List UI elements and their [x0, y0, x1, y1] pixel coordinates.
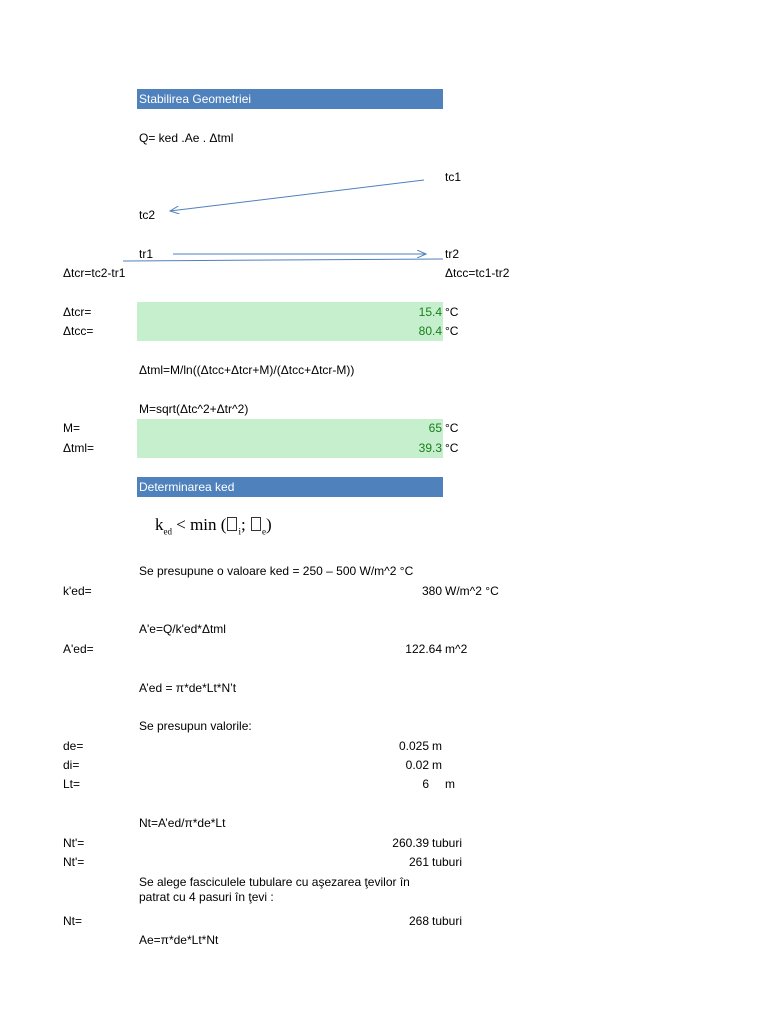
ae-final-formula: Ae=π*de*Lt*Nt — [139, 933, 219, 947]
ked-value[interactable]: 380 — [421, 584, 442, 598]
nt2-label: Nt'= — [63, 855, 85, 869]
dtcc-label: Δtcc= — [63, 324, 94, 338]
formula-sub-ed: ed — [163, 526, 172, 537]
aed-label: A'ed= — [63, 642, 94, 656]
dtcr-value[interactable]: 15.4 — [418, 305, 442, 319]
alpha-i-placeholder — [227, 517, 237, 531]
nt2-unit: tuburi — [432, 855, 463, 869]
q-formula: Q= ked .Ae . Δtml — [139, 131, 234, 145]
dtcr-definition: Δtcr=tc2-tr1 — [63, 266, 126, 280]
nt-formula: Nt=A’ed/π*de*Lt — [139, 816, 226, 830]
ked-inequality — [155, 515, 272, 536]
ae-formula: A'e=Q/k'ed*Δtml — [139, 622, 226, 636]
choose-text-line2: patrat cu 4 pasuri în ţevi : — [139, 890, 274, 904]
nt1-value[interactable]: 260.39 — [392, 836, 429, 850]
m-value[interactable]: 65 — [428, 421, 442, 435]
assume-ked-text: Se presupune o valoare ked = 250 – 500 W/m^2 °C — [139, 564, 414, 578]
tr2-label: tr2 — [445, 247, 460, 261]
aed-value[interactable]: 122.64 — [405, 642, 442, 656]
nt-final-label: Nt= — [63, 914, 83, 928]
lt-label: Lt= — [63, 777, 81, 791]
hot-fluid-arrow — [170, 180, 424, 211]
assume-values-text: Se presupun valorile: — [139, 719, 252, 733]
lt-value[interactable]: 6 — [422, 777, 429, 791]
di-unit: m — [432, 758, 442, 772]
de-label: de= — [63, 739, 84, 753]
m-unit: °C — [445, 421, 459, 435]
nt2-value[interactable]: 261 — [408, 855, 429, 869]
ked-label: k'ed= — [63, 584, 92, 598]
dtcc-definition: Δtcc=tc1-tr2 — [445, 266, 510, 280]
tc2-label: tc2 — [139, 208, 156, 222]
m-formula: M=sqrt(Δtc^2+Δtr^2) — [139, 402, 249, 416]
dtcc-unit: °C — [445, 324, 459, 338]
choose-text-line1: Se alege fasciculele tubulare cu aşezarea ţevilor în — [139, 875, 410, 889]
baseline — [123, 259, 443, 261]
dtcr-unit: °C — [445, 305, 459, 319]
tr1-label: tr1 — [139, 247, 154, 261]
dtml-value[interactable]: 39.3 — [418, 441, 442, 455]
di-label: di= — [63, 758, 80, 772]
de-value[interactable]: 0.025 — [398, 739, 429, 753]
section-header-geometry: Stabilirea Geometriei — [137, 89, 443, 109]
formula-min: < min ( — [172, 515, 227, 534]
lt-unit: m — [445, 777, 455, 791]
di-value[interactable]: 0.02 — [405, 758, 429, 772]
dtml-formula: Δtml=M/ln((Δtcc+Δtcr+M)/(Δtcc+Δtcr-M)) — [139, 363, 355, 377]
section-header-ked: Determinarea ked — [137, 477, 443, 497]
dtcc-value[interactable]: 80.4 — [418, 324, 442, 338]
nt-final-value[interactable]: 268 — [408, 914, 429, 928]
nt-final-unit: tuburi — [432, 914, 463, 928]
m-label: M= — [63, 421, 81, 435]
alpha-e-placeholder — [251, 517, 261, 531]
nt1-unit: tuburi — [432, 836, 463, 850]
ked-unit: W/m^2 °C — [445, 584, 499, 598]
dtml-label: Δtml= — [63, 441, 95, 455]
dtcr-label: Δtcr= — [63, 305, 92, 319]
formula-k: k — [155, 515, 164, 534]
aed-formula-2: A’ed = π*de*Lt*N’t — [139, 681, 237, 695]
formula-sub-i: i — [238, 526, 241, 537]
temperature-diagram — [0, 0, 768, 300]
formula-semicolon: ; — [240, 515, 250, 534]
formula-close: ) — [265, 515, 272, 534]
dtml-unit: °C — [445, 441, 459, 455]
nt1-label: Nt'= — [63, 836, 85, 850]
de-unit: m — [432, 739, 442, 753]
tc1-label: tc1 — [445, 170, 462, 184]
aed-unit: m^2 — [445, 642, 468, 656]
formula-sub-e: e — [261, 526, 266, 537]
